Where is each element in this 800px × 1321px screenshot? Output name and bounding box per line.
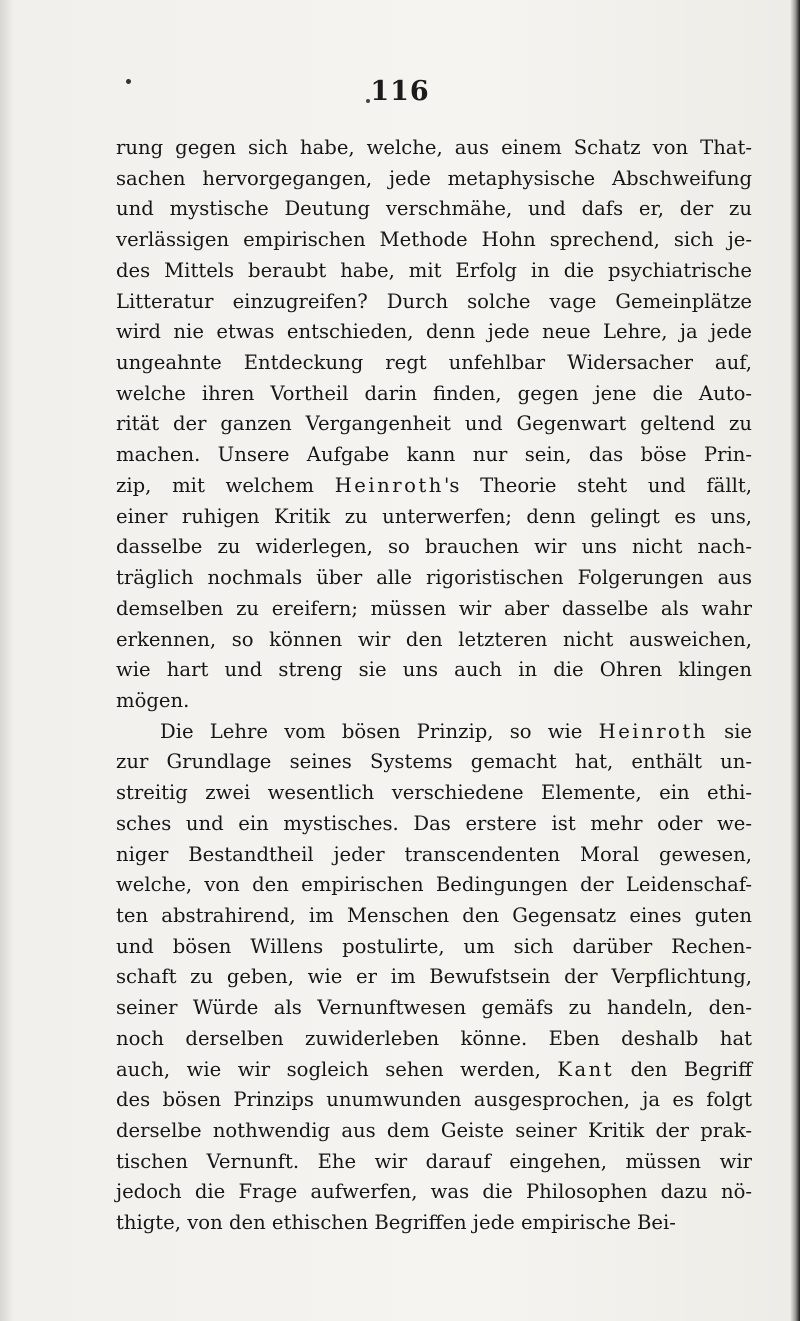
paragraph [116, 717, 752, 1239]
text-line: rung gegen sich habe, welche, aus einem Schatz von That- [116, 136, 752, 159]
text-line: machen. Unsere Aufgabe kann nur sein, das böse Prin- [116, 443, 752, 467]
text-line: seiner Würde als Vernunftwesen gemäfs zu handeln, den- [116, 996, 752, 1020]
body-text [116, 133, 752, 1239]
text-line: träglich nochmals über alle rigoristischen Folgerungen aus [116, 566, 752, 590]
text-line: sachen hervorgegangen, jede metaphysische Abschweifung [116, 166, 752, 190]
text-line: auch, wie wir sogleich sehen werden, Kant den Begriff [116, 1057, 752, 1081]
spaced-name: Heinroth [334, 473, 444, 497]
page-edge-shadow [790, 0, 800, 1321]
text-line: verlässigen empirischen Methode Hohn sprechend, sich je- [116, 228, 752, 252]
text-line: und mystische Deutung verschmähe, und dafs er, der zu [116, 197, 752, 221]
text-line: zip, mit welchem Heinroth's Theorie steht und fällt, [116, 473, 753, 497]
text-line: und bösen Willens postulirte, um sich darüber Rechen- [116, 934, 752, 958]
text-line: thigte, von den ethischen Begriffen jede empirische Bei- [116, 1211, 676, 1235]
text-line: demselben zu ereifern; müssen wir aber dasselbe als wahr [116, 596, 752, 620]
text-line: einer ruhigen Kritik zu unterwerfen; denn gelingt es uns, [116, 504, 752, 528]
text-line: noch derselben zuwiderleben könne. Eben deshalb hat [116, 1026, 752, 1050]
text-line: dasselbe zu widerlegen, so brauchen wir uns nicht nach- [116, 535, 752, 559]
text-line: wie hart und streng sie uns auch in die Ohren klingen [116, 658, 752, 682]
text-line: erkennen, so können wir den letzteren nicht ausweichen, [116, 627, 752, 651]
text-line: wird nie etwas entschieden, denn jede neue Lehre, ja jede [116, 320, 752, 344]
text-line: Litteratur einzugreifen? Durch solche vage Gemeinplätze [116, 289, 752, 313]
text-line: schaft zu geben, wie er im Bewufstsein der Verpflichtung, [116, 965, 752, 989]
text-line: rität der ganzen Vergangenheit und Gegenwart geltend zu [116, 412, 752, 436]
text-line: tischen Vernunft. Ehe wir darauf eingehen, müssen wir [116, 1149, 752, 1173]
text-line: Die Lehre vom bösen Prinzip, so wie Heinroth sie [160, 719, 752, 743]
text-line: des Mittels beraubt habe, mit Erfolg in die psychiatrische [116, 258, 752, 282]
text-line: sches und ein mystisches. Das erstere ist mehr oder we- [116, 811, 752, 835]
text-line: jedoch die Frage aufwerfen, was die Philosophen dazu nö- [116, 1180, 752, 1204]
text-line: welche, von den empirischen Bedingungen der Leidenschaf- [116, 873, 752, 897]
text-line: des bösen Prinzips unumwunden ausgesprochen, ja es folgt [116, 1088, 752, 1112]
paragraph [116, 133, 752, 717]
text-line: welche ihren Vortheil darin finden, gegen jene die Auto- [116, 381, 752, 405]
page-number: 116 [370, 76, 430, 107]
text-line: streitig zwei wesentlich verschiedene Elemente, ein ethi- [116, 781, 752, 805]
spaced-name: Heinroth [598, 719, 708, 743]
text-line: niger Bestandtheil jeder transcendenten Moral gewesen, [116, 842, 752, 866]
spaced-name: Kant [557, 1057, 615, 1081]
text-line: derselbe nothwendig aus dem Geiste seiner Kritik der prak- [116, 1119, 752, 1142]
text-line: zur Grundlage seines Systems gemacht hat, enthält un- [116, 750, 752, 774]
text-line: ungeahnte Entdeckung regt unfehlbar Widersacher auf, [116, 351, 752, 375]
text-line: ten abstrahirend, im Menschen den Gegensatz eines guten [116, 903, 752, 927]
text-line: mögen. [116, 688, 190, 712]
